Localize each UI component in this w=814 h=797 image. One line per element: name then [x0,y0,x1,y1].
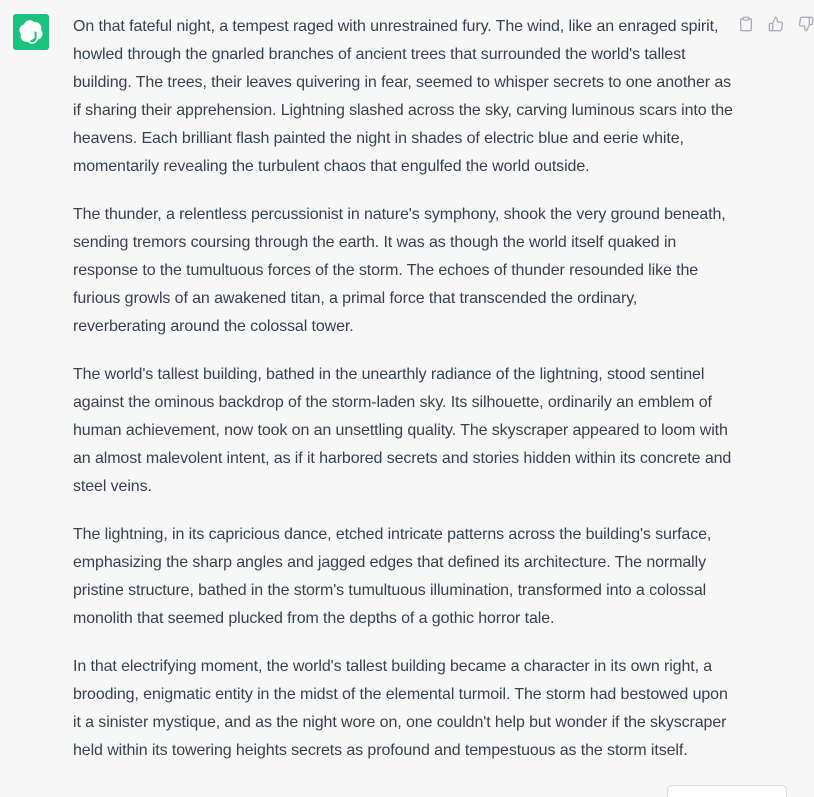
clipboard-icon [738,16,754,32]
thumbs-down-icon [798,16,814,32]
message-actions [737,14,814,34]
message-content [73,13,733,785]
assistant-avatar [13,14,49,50]
copy-button[interactable] [737,14,755,34]
thumbs-up-icon [768,16,784,32]
thumbs-down-button[interactable] [797,14,814,34]
message-paragraph: The thunder, a relentless percussionist in nature's symphony, shook the very ground beneath, sending tremors coursing through the earth. It was as though the world itself quaked in response to the tumultuous forces of the storm. The echoes of thunder resounded like the furious growls of an awakened titan, a primal force that transcended the ordinary, reverberating around the colossal tower. [73,206,726,335]
message-paragraph: The world's tallest building, bathed in the unearthly radiance of the lightning, stood sentinel against the ominous backdrop of the storm-laden sky. Its silhouette, ordinarily an emblem of human achievement, now took on an unsettling quality. The skyscraper appeared to loom with an almost malevolent intent, as if it harbored secrets and stories hidden within its concrete and steel veins. [73,366,732,495]
message-paragraph: The lightning, in its capricious dance, etched intricate patterns across the building's surface, emphasizing the sharp angles and jagged edges that defined its architecture. The normally pristine structure, bathed in the storm's tumultuous illumination, transformed into a colossal monolith that seemed plucked from the depths of a gothic horror tale. [73,526,712,627]
thumbs-up-button[interactable] [767,14,785,34]
openai-logo-icon [19,20,43,44]
message-paragraph: In that electrifying moment, the world's tallest building became a character in its own right, a brooding, enigmatic entity in the midst of the elemental turmoil. The storm had bestowed upon it a sinister mystique, and as the night wore on, one couldn't help but wonder if the skyscraper held within its towering heights secrets as profound and tempestuous as the storm itself. [73,658,728,759]
message-paragraph: On that fateful night, a tempest raged with unrestrained fury. The wind, like an enraged spirit, howled through the gnarled branches of ancient trees that surrounded the world's tallest building. The trees, their leaves quivering in fear, seemed to whisper secrets to one another as if sharing their apprehension. Lightning slashed across the sky, carving luminous scars into the heavens. Each brilliant flash painted the night in shades of electric blue and eerie white, momentarily revealing the turbulent chaos that engulfed the world outside. [73,18,733,175]
regenerate-button[interactable] [667,785,787,797]
